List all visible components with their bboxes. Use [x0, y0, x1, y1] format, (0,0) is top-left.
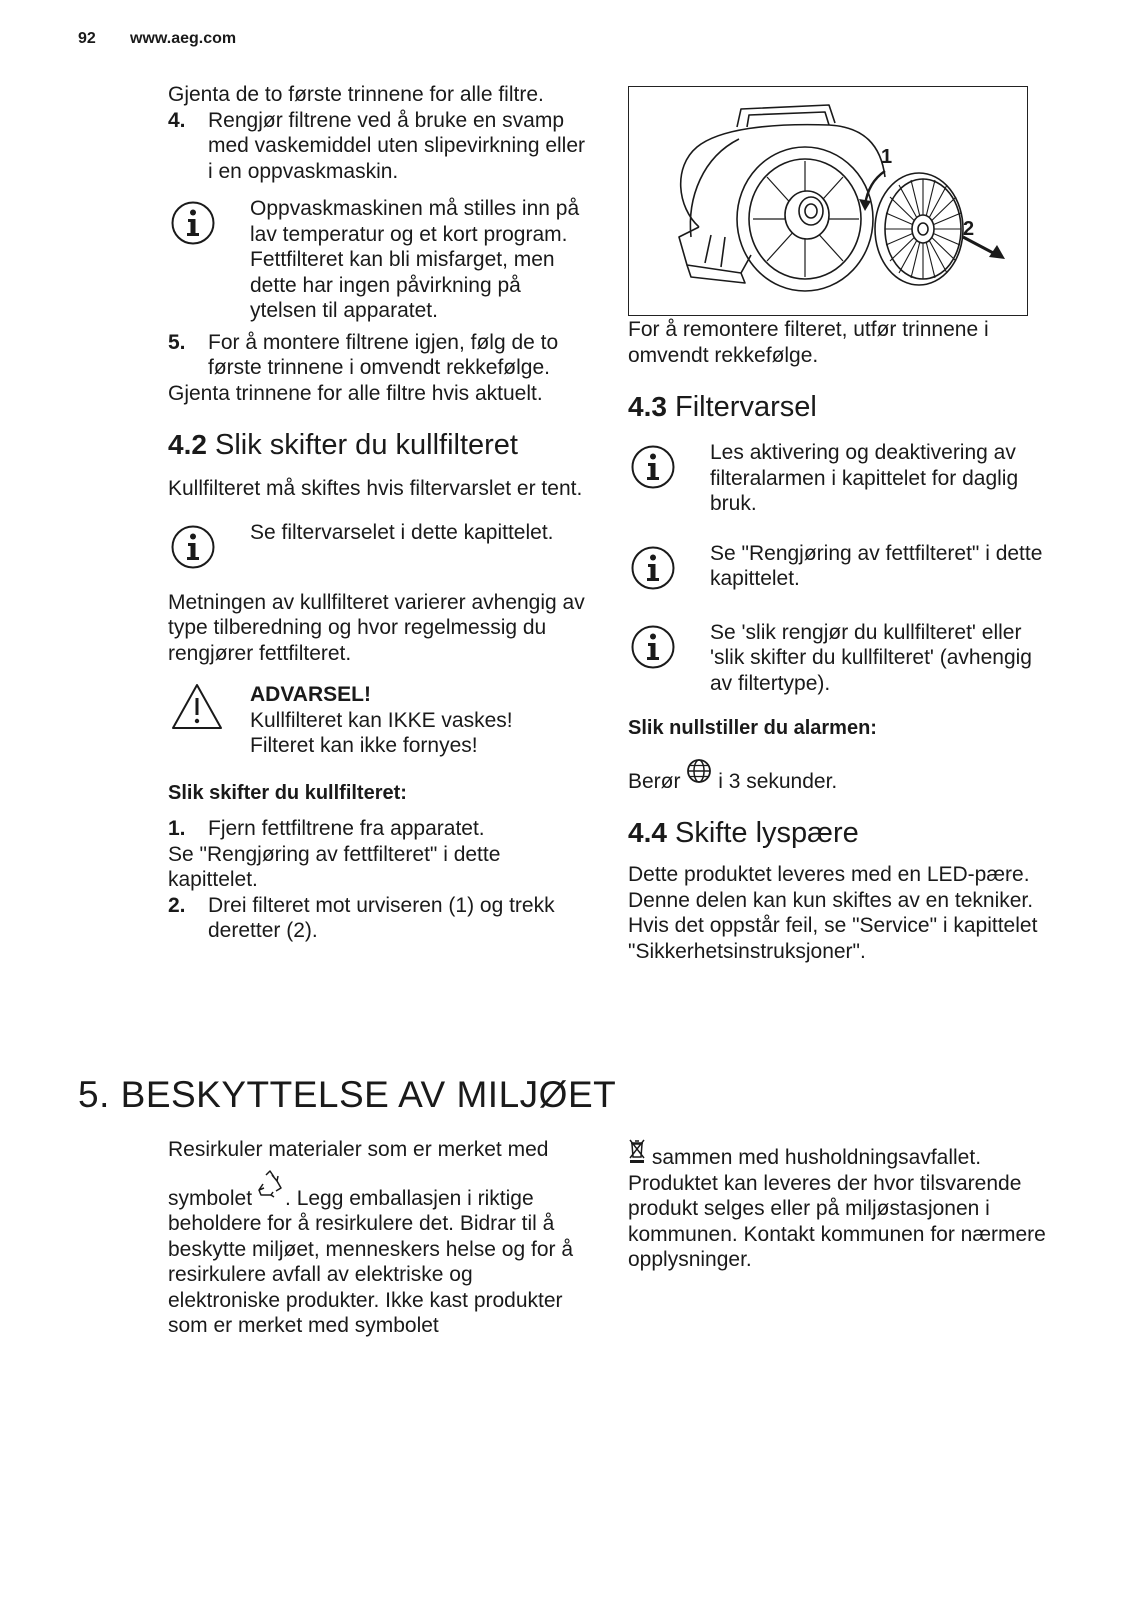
section-title: Filtervarsel	[675, 391, 817, 423]
info-text: Les aktivering og deaktivering av filteralarmen i kapittelet for daglig bruk.	[710, 441, 1019, 515]
warning-title: ADVARSEL!	[250, 683, 371, 706]
info-icon	[630, 624, 676, 670]
step-number: 2.	[168, 893, 186, 917]
info-note-carbon-filter	[628, 620, 1048, 697]
filter-removal-figure	[628, 86, 1028, 316]
section-number: 4.3	[628, 391, 667, 422]
replace-subheading: Slik skifter du kullfilteret:	[168, 781, 407, 804]
section-title: Skifte lyspære	[675, 817, 859, 849]
reset-instruction	[628, 758, 1048, 795]
section-5-right-text	[628, 1138, 1048, 1273]
step-text: Rengjør filtrene ved å bruke en svamp med vaskemiddel uten slipevirkning eller i en oppvaskmaskin.	[208, 108, 586, 183]
info-icon	[170, 524, 216, 570]
step-text: Fjern fettfiltrene fra apparatet.	[208, 817, 485, 840]
warning-line-1: Kullfilteret kan IKKE vaskes!	[250, 708, 513, 732]
hood-filter-illustration	[629, 87, 1027, 315]
warning-line-2: Filteret kan ikke fornyes!	[250, 734, 478, 757]
step-text: For å montere filtrene igjen, følg de to første trinnene i omvendt rekkefølge.	[208, 330, 559, 379]
section-4-4-heading	[628, 816, 1048, 850]
section-5-heading	[78, 1074, 616, 1116]
info-note-filter-warning	[168, 520, 588, 570]
text-after-recycle-icon: . Legg emballasjen i riktige beholdere for å resirkulere det. Bidrar til å beskytte miljøet, menneskers helse og for å resirkulere avfall av elektriske og elektroniske produkter. Ikke kast produkter som er merket med symbolet	[168, 1186, 574, 1337]
section-number: 4.4	[628, 817, 667, 848]
repeat-text: Gjenta trinnene for alle filtre hvis aktuelt.	[168, 381, 543, 405]
step-2	[168, 893, 588, 944]
figure-caption: For å remontere filteret, utfør trinnene i omvendt rekkefølge.	[628, 318, 989, 367]
figure-label-1: 1	[881, 146, 893, 168]
step-4	[168, 108, 588, 185]
info-note-grease-filter	[628, 541, 1048, 592]
recycle-icon	[255, 1169, 285, 1199]
filter-globe-icon	[686, 758, 712, 784]
section-4-4-text: Dette produktet leveres med en LED-pære. Denne delen kan kun skiftes av en tekniker. Hvis det oppstår feil, se "Service" i kapittelet "Sikkerhetsinstruksjoner".	[628, 863, 1038, 963]
section-4-2-heading	[168, 428, 588, 462]
section-5-right-paragraph	[628, 1138, 1048, 1273]
reset-before: Berør	[628, 769, 681, 793]
info-icon	[170, 200, 216, 246]
left-column	[168, 82, 588, 944]
step-1	[168, 816, 588, 842]
info-text: Se filtervarselet i dette kapittelet.	[250, 520, 554, 544]
info-icon	[630, 545, 676, 591]
section-4-2-p2: Metningen av kullfilteret varierer avhengig av type tilberedning og hvor regelmessig du rengjører fettfilteret.	[168, 590, 585, 665]
right-column	[628, 317, 1048, 964]
section-number: 4.2	[168, 429, 207, 460]
step-5	[168, 330, 588, 381]
info-text: Se 'slik rengjør du kullfilteret' eller 'slik skifter du kullfilteret' (avhengig av filtertype).	[710, 620, 1032, 695]
step-1-note: Se "Rengjøring av fettfilteret" i dette kapittelet.	[168, 842, 501, 891]
warning-triangle-icon	[170, 682, 224, 732]
text-before-recycle-icon: symbolet	[168, 1186, 253, 1210]
step-number: 5.	[168, 330, 186, 354]
section-5-line-1: Resirkuler materialer som er merket med	[168, 1138, 549, 1161]
info-note-activation	[628, 440, 1048, 517]
step-number: 4.	[168, 108, 186, 132]
reset-after: i 3 sekunder.	[718, 769, 838, 793]
section-4-2-p1: Kullfilteret må skiftes hvis filtervarslet er tent.	[168, 477, 583, 500]
info-icon	[630, 444, 676, 490]
warning-note	[168, 682, 588, 759]
intro-text: Gjenta de to første trinnene for alle filtre.	[168, 83, 544, 106]
website: www.aeg.com	[130, 30, 237, 47]
info-text: Se "Rengjøring av fettfilteret" i dette kapittelet.	[710, 541, 1043, 590]
crossed-out-bin-icon	[628, 1138, 646, 1164]
section-4-3-heading	[628, 390, 1048, 424]
section-5-left-text	[168, 1137, 588, 1339]
page-number: 92	[78, 30, 96, 47]
info-note-dishwasher	[168, 196, 588, 324]
section-title: BESKYTTELSE AV MILJØET	[120, 1074, 617, 1115]
text-after-weee-icon: sammen med husholdningsavfallet. Produktet kan leveres der hvor tilsvarende produkt selges eller på miljøstasjonen i kommunen. Kontakt kommunen for nærmere opplysninger.	[628, 1146, 1046, 1271]
step-text: Drei filteret mot urviseren (1) og trekk deretter (2).	[208, 893, 555, 942]
section-5-paragraph	[168, 1169, 588, 1339]
reset-subheading: Slik nullstiller du alarmen:	[628, 717, 877, 739]
section-number: 5.	[78, 1074, 110, 1115]
step-number: 1.	[168, 817, 186, 840]
info-text: Oppvaskmaskinen må stilles inn på lav temperatur og et kort program. Fettfilteret kan bli misfarget, men dette har ingen påvirkning på ytelsen til apparatet.	[250, 197, 580, 322]
figure-label-2: 2	[963, 218, 975, 240]
section-title: Slik skifter du kullfilteret	[215, 429, 518, 461]
